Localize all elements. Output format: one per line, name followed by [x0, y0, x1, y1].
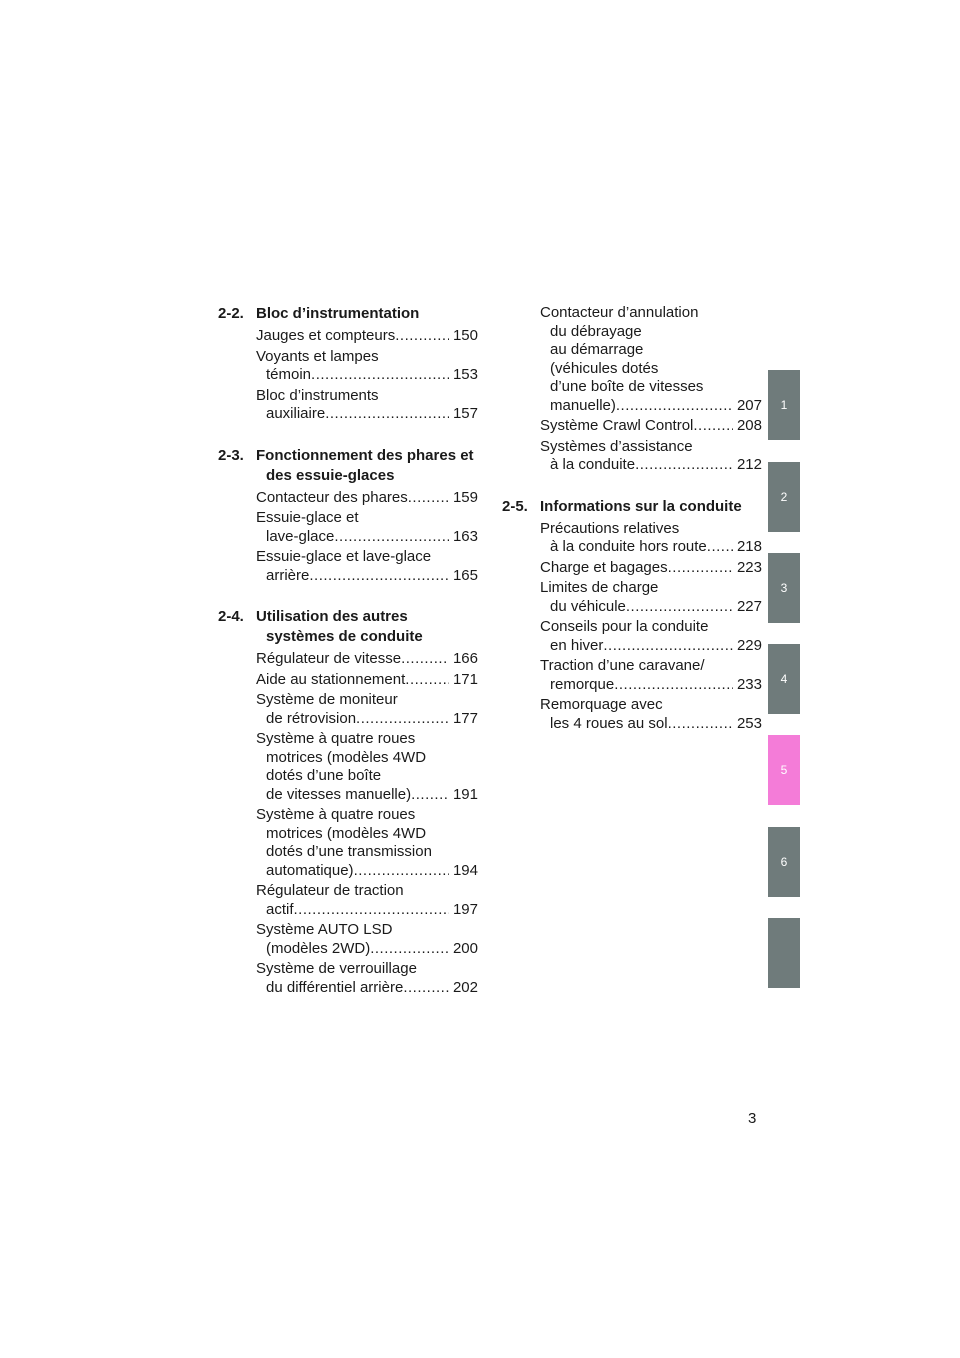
toc-page-number: 191 — [452, 785, 478, 803]
dot-leader — [693, 417, 733, 436]
toc-entry-last-line — [256, 405, 478, 424]
toc-entry[interactable] — [256, 730, 478, 804]
toc-left-column — [218, 304, 478, 1019]
toc-entry-line: Voyants et lampes — [256, 347, 379, 365]
toc-page-number: 165 — [452, 566, 478, 584]
toc-entry[interactable] — [540, 520, 762, 557]
dot-leader — [370, 940, 449, 959]
chapter-tab-6[interactable] — [768, 827, 800, 897]
toc-entry-line: Traction d’une caravane/ — [540, 657, 705, 674]
section-title — [256, 304, 478, 324]
chapter-tab-blank[interactable] — [768, 918, 800, 988]
dot-leader — [356, 710, 449, 729]
toc-entry-line: dotés d’une boîte — [266, 767, 382, 784]
toc-entry-last-line — [256, 327, 478, 346]
toc-entry-line: (modèles 2WD) — [266, 939, 371, 957]
toc-entry-line: de vitesses manuelle) — [266, 785, 412, 803]
section-title — [540, 497, 762, 517]
toc-page-number: 233 — [736, 675, 762, 693]
toc-entry-line: Bloc d’instruments — [256, 386, 379, 404]
toc-entry-last-line — [540, 397, 762, 416]
toc-entry-line: du différentiel arrière — [266, 978, 404, 996]
chapter-tab-1[interactable] — [768, 370, 800, 440]
toc-entry-line: Systèmes d’assistance — [540, 437, 693, 455]
dot-leader — [411, 786, 449, 805]
toc-page-number: 194 — [452, 861, 478, 879]
toc-section-continued — [502, 304, 762, 475]
toc-entry-line: d’une boîte de vitesses — [550, 378, 704, 395]
toc-entry-last-line — [540, 598, 762, 617]
toc-page-number: 153 — [452, 366, 478, 383]
toc-entry-line: Système de verrouillage — [256, 960, 417, 977]
toc-entry-line: les 4 roues au sol — [550, 714, 668, 732]
toc-entry-line: du débrayage — [550, 322, 642, 340]
toc-entry[interactable] — [540, 618, 762, 655]
dot-leader — [334, 528, 449, 547]
dot-leader — [403, 979, 449, 998]
dot-leader — [635, 456, 733, 475]
section-title — [256, 446, 478, 486]
toc-entry-line: témoin — [266, 366, 312, 383]
toc-entry-last-line — [540, 559, 762, 578]
toc-entry-last-line — [256, 528, 478, 547]
dot-leader — [325, 405, 449, 424]
toc-entry[interactable] — [540, 417, 762, 436]
toc-entry-line: à la conduite hors route — [550, 538, 707, 555]
toc-entry-line: du véhicule — [550, 597, 626, 615]
dot-leader — [626, 598, 733, 617]
toc-entry-line: Conseils pour la conduite — [540, 618, 709, 635]
chapter-tab-label: 5 — [780, 763, 788, 777]
section-title-line: Bloc d’instrumentation — [256, 305, 420, 322]
toc-entry-line: actif — [266, 900, 294, 918]
toc-entry-last-line — [256, 489, 478, 508]
toc-entry-list — [502, 304, 762, 475]
toc-entry[interactable] — [256, 671, 478, 690]
chapter-tab-label: 2 — [780, 490, 788, 504]
section-title-line: Informations sur la conduite — [540, 497, 742, 515]
dot-leader — [668, 715, 733, 734]
toc-entry-line: dotés d’une transmission — [266, 843, 432, 860]
toc-page-number: 227 — [736, 597, 762, 615]
toc-page-number: 171 — [452, 670, 478, 688]
section-title-line: systèmes de conduite — [266, 628, 423, 645]
chapter-tab-2[interactable] — [768, 462, 800, 532]
section-title-line: des essuie-glaces — [266, 466, 395, 484]
toc-entry-line: Régulateur de traction — [256, 882, 404, 899]
toc-entry-last-line — [256, 786, 478, 805]
toc-entry-last-line — [256, 710, 478, 729]
section-title-line: Utilisation des autres — [256, 608, 408, 625]
toc-entry-line: remorque — [550, 675, 615, 693]
toc-entry-last-line — [256, 979, 478, 998]
toc-entry[interactable] — [540, 559, 762, 578]
toc-page-number: 229 — [736, 636, 762, 654]
toc-entry-list — [218, 650, 478, 997]
toc-entry-line: automatique) — [266, 861, 354, 879]
toc-section — [218, 446, 478, 586]
toc-entry[interactable] — [256, 960, 478, 997]
toc-section — [218, 304, 478, 424]
section-title — [256, 607, 478, 647]
toc-entry-line: Système à quatre roues — [256, 730, 416, 747]
page-number: 3 — [748, 1110, 757, 1127]
dot-leader — [603, 637, 733, 656]
section-number: 2-5. — [502, 497, 528, 515]
toc-entry[interactable] — [256, 882, 478, 919]
toc-entry-last-line — [256, 671, 478, 690]
toc-page-number: 208 — [736, 417, 762, 434]
chapter-tab-3[interactable] — [768, 553, 800, 623]
toc-entry-line: Système à quatre roues — [256, 806, 416, 823]
toc-page-number: 253 — [736, 714, 762, 732]
toc-page-number: 150 — [452, 327, 478, 344]
section-number: 2-4. — [218, 608, 244, 625]
chapter-tab-5[interactable] — [768, 735, 800, 805]
toc-entry-line: Jauges et compteurs — [256, 327, 396, 344]
toc-entry[interactable] — [256, 921, 478, 958]
toc-page-number: 159 — [452, 488, 478, 506]
dot-leader — [354, 862, 449, 881]
chapter-tab-4[interactable] — [768, 644, 800, 714]
toc-entry-line: manuelle) — [550, 396, 616, 414]
toc-page-number: 200 — [452, 939, 478, 957]
dot-leader — [668, 559, 733, 578]
section-title-line: Fonctionnement des phares et — [256, 446, 474, 464]
toc-page-number: 218 — [736, 538, 762, 555]
toc-page-number: 177 — [452, 709, 478, 727]
dot-leader — [294, 901, 449, 920]
toc-entry-line: Précautions relatives — [540, 519, 680, 537]
toc-entry-line: Contacteur d’annulation — [540, 304, 699, 321]
toc-entry-last-line — [540, 676, 762, 695]
dot-leader — [311, 366, 449, 385]
toc-entry-line: à la conduite — [550, 456, 636, 473]
toc-entry-line: Limites de charge — [540, 579, 659, 596]
toc-entry-last-line — [540, 715, 762, 734]
toc-right-column — [502, 304, 762, 755]
toc-entry[interactable] — [256, 691, 478, 728]
toc-entry-line: Système Crawl Control — [540, 417, 694, 434]
toc-entry[interactable] — [540, 304, 762, 415]
section-heading — [218, 446, 478, 486]
dot-leader — [309, 567, 449, 586]
toc-entry[interactable] — [540, 579, 762, 616]
dot-leader — [408, 489, 449, 508]
toc-entry-line: auxiliaire — [266, 405, 326, 422]
chapter-tab-label: 4 — [780, 672, 788, 686]
toc-entry-line: Charge et bagages — [540, 558, 668, 576]
toc-entry-line: Essuie-glace et lave-glace — [256, 548, 432, 565]
chapter-tab-label: 1 — [780, 398, 788, 412]
chapter-tab-label: 3 — [780, 581, 788, 595]
toc-page-number: 212 — [736, 456, 762, 473]
toc-entry[interactable] — [540, 657, 762, 694]
dot-leader — [707, 538, 733, 557]
toc-entry-last-line — [256, 862, 478, 881]
toc-entry[interactable] — [256, 387, 478, 424]
toc-entry-line: motrices (modèles 4WD — [266, 824, 427, 842]
toc-page-number: 223 — [736, 558, 762, 576]
toc-entry-last-line — [256, 940, 478, 959]
toc-entry-list — [218, 327, 478, 424]
toc-entry-line: motrices (modèles 4WD — [266, 748, 427, 766]
toc-entry-last-line — [256, 366, 478, 385]
toc-entry-line: au démarrage — [550, 341, 644, 358]
toc-section — [218, 607, 478, 997]
toc-entry[interactable] — [256, 806, 478, 880]
toc-entry[interactable] — [256, 489, 478, 508]
toc-page-number: 197 — [452, 900, 478, 918]
toc-entry-line: Système AUTO LSD — [256, 921, 393, 938]
section-number: 2-2. — [218, 305, 244, 322]
toc-entry-list — [218, 489, 478, 586]
dot-leader — [401, 650, 449, 669]
section-number: 2-3. — [218, 446, 244, 464]
toc-entry-line: arrière — [266, 566, 310, 584]
section-heading — [218, 304, 478, 324]
toc-entry-last-line — [540, 637, 762, 656]
toc-entry[interactable] — [256, 650, 478, 669]
toc-entry[interactable] — [540, 696, 762, 733]
toc-entry-line: lave-glace — [266, 527, 335, 545]
dot-leader — [395, 327, 449, 346]
section-heading — [218, 607, 478, 647]
dot-leader — [616, 397, 733, 416]
toc-entry-last-line — [540, 456, 762, 475]
toc-section — [502, 497, 762, 734]
chapter-tab-label: 6 — [780, 855, 788, 869]
toc-entry[interactable] — [256, 509, 478, 546]
toc-entry[interactable] — [256, 348, 478, 385]
toc-page-number: 166 — [452, 650, 478, 667]
toc-entry-list — [502, 520, 762, 734]
toc-entry-line: (véhicules dotés — [550, 359, 659, 377]
toc-entry-line: Système de moniteur — [256, 691, 398, 708]
toc-page-number: 207 — [736, 396, 762, 414]
toc-entry-line: en hiver — [550, 636, 604, 654]
toc-page-number: 163 — [452, 527, 478, 545]
toc-entry-last-line — [540, 417, 762, 436]
toc-entry-last-line — [256, 567, 478, 586]
toc-page-number: 157 — [452, 405, 478, 422]
toc-entry[interactable] — [540, 438, 762, 475]
toc-entry-line: de rétrovision — [266, 709, 357, 727]
toc-entry-last-line — [256, 650, 478, 669]
toc-page-number: 202 — [452, 978, 478, 996]
toc-entry[interactable] — [256, 548, 478, 585]
dot-leader — [614, 676, 733, 695]
toc-entry-line: Essuie-glace et — [256, 509, 359, 526]
toc-entry-line: Aide au stationnement — [256, 670, 406, 688]
section-heading — [502, 497, 762, 517]
dot-leader — [405, 671, 449, 690]
toc-entry-line: Contacteur des phares — [256, 488, 408, 506]
toc-entry-line: Remorquage avec — [540, 696, 663, 713]
toc-entry-line: Régulateur de vitesse — [256, 650, 402, 667]
toc-entry-last-line — [540, 538, 762, 557]
toc-entry-last-line — [256, 901, 478, 920]
toc-entry[interactable] — [256, 327, 478, 346]
